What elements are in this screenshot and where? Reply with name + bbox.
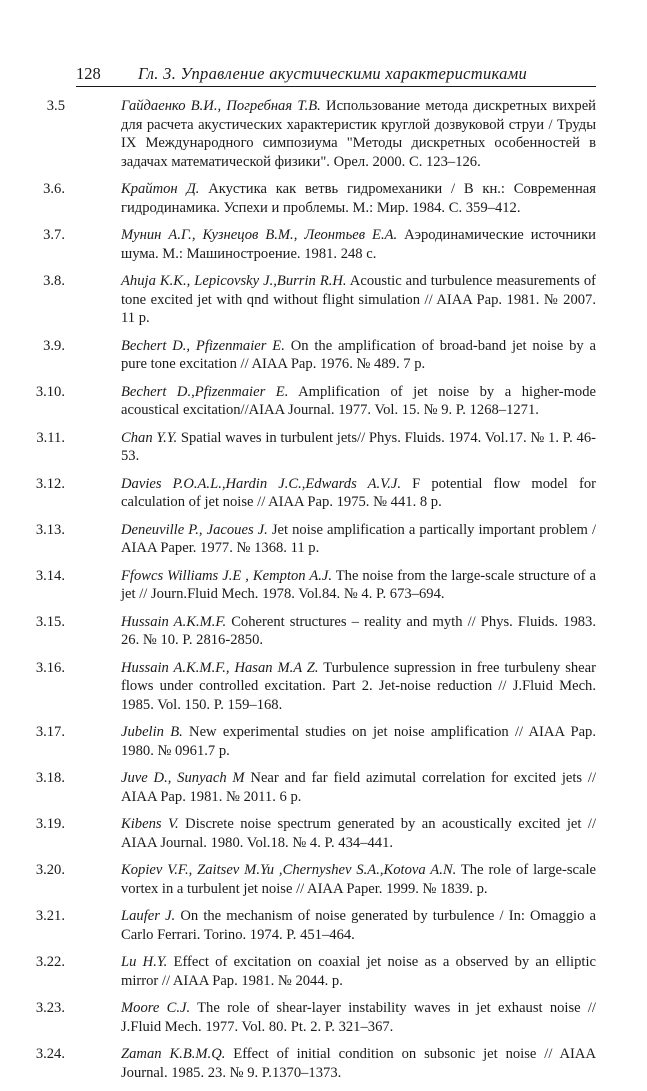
reference-number: 3.14. <box>35 567 65 584</box>
reference-text: Amplification of jet noise by a higher-mode acoustical excitation//AIAA Journal. 1977. Vol. 15. № 9. P. 1268–1271. <box>121 383 596 418</box>
header-rule <box>76 86 596 87</box>
reference-item <box>0 769 596 806</box>
reference-text: Использование метода дискретных вихрей для расчета акустических характеристик круглой дозвуковой струи / Труды IX Международного симпозиума "Методы дискретных особенностей в задачах математической физики". Орел. 2000. С. 123–126. <box>121 98 596 170</box>
reference-number: 3.23. <box>35 1000 65 1016</box>
reference-text: Effect of initial condition on subsonic jet noise // AIAA Journal. 1985. 23. № 9. P.1370–1373. <box>121 1046 596 1081</box>
reference-authors: Ffowcs Williams J.E , Kempton A.J. <box>121 567 333 584</box>
reference-number: 3.8. <box>43 273 65 289</box>
reference-item <box>0 999 596 1036</box>
reference-authors: Jubelin B. <box>121 724 183 740</box>
reference-item <box>0 861 596 898</box>
reference-authors: Laufer J. <box>121 908 176 924</box>
reference-text: The role of shear-layer instability waves in jet exhaust noise // J.Fluid Mech. 1977. Vol. 80. Pt. 2. P. 321–367. <box>121 1000 596 1035</box>
reference-authors: Deneuville P., Jacoues J. <box>121 521 268 538</box>
reference-authors: Kopiev V.F., Zaitsev M.Yu ,Chernyshev S.A.,Kotova A.N. <box>121 862 457 878</box>
reference-text: Discrete noise spectrum generated by an acoustically excited jet // AIAA Journal. 1980. Vol.18. № 4. P. 434–441. <box>121 816 596 851</box>
reference-authors: Гайдаенко В.И., Погребная Т.В. <box>121 98 321 114</box>
reference-authors: Chan Y.Y. <box>121 429 178 446</box>
reference-item <box>0 659 596 715</box>
reference-authors: Juve D., Sunyach M <box>121 770 245 786</box>
reference-item <box>0 723 596 760</box>
reference-number: 3.13. <box>35 521 65 538</box>
reference-text: Near and far field azimutal correlation for excited jets // AIAA Pap. 1981. № 2011. 6 p. <box>121 770 597 805</box>
page-number: 128 <box>76 64 101 83</box>
reference-authors: Hussain A.K.M.F. <box>121 613 227 630</box>
reference-text: Jet noise amplification a partically important problem / AIAA Paper. 1977. № 1368. 11 p. <box>121 521 597 556</box>
reference-text: The noise from the large-scale structure of a jet // Journ.Fluid Mech. 1978. Vol.84. № 4. P. 673–694. <box>121 567 596 602</box>
reference-text: Аэродинамические источники шума. М.: Машиностроение. 1981. 248 с. <box>121 227 596 262</box>
reference-number: 3.7. <box>43 227 65 243</box>
reference-authors: Bechert D., Pfizenmaier E. <box>121 337 285 354</box>
reference-item <box>0 613 596 650</box>
reference-item <box>0 815 596 852</box>
reference-text: On the mechanism of noise generated by turbulence / In: Omaggio a Carlo Ferrari. Torino. 1974. P. 451–464. <box>121 908 596 943</box>
reference-number: 3.6. <box>43 181 65 197</box>
reference-authors: Zaman K.B.M.Q. <box>121 1046 226 1062</box>
reference-item <box>0 521 596 558</box>
reference-number: 3.18. <box>35 770 65 786</box>
reference-number: 3.24. <box>35 1046 65 1062</box>
reference-text: Spatial waves in turbulent jets// Phys. Fluids. 1974. Vol.17. № 1. P. 46-53. <box>121 429 596 464</box>
reference-item <box>0 272 596 328</box>
reference-number: 3.21. <box>35 908 65 924</box>
reference-authors: Hussain A.K.M.F., Hasan M.A Z. <box>121 659 319 676</box>
reference-number: 3.19. <box>35 816 65 832</box>
reference-authors: Мунин А.Г., Кузнецов В.М., Леонтьев Е.А. <box>121 227 398 243</box>
reference-item <box>0 567 596 604</box>
reference-authors: Moore C.J. <box>121 1000 191 1016</box>
reference-text: Coherent structures – reality and myth // Phys. Fluids. 1983. 26. № 10. P. 2816-2850. <box>121 613 596 648</box>
reference-number: 3.20. <box>35 862 65 878</box>
reference-text: On the amplification of broad-band jet noise by a pure tone excitation // AIAA Pap. 1976. № 489. 7 p. <box>121 337 596 372</box>
reference-authors: Bechert D.,Pfizenmaier E. <box>121 383 289 400</box>
reference-item <box>0 337 596 374</box>
reference-number: 3.17. <box>35 724 65 740</box>
running-title: Гл. 3. Управление акустическими характеристиками <box>138 64 528 83</box>
reference-text: F potential flow model for calculation of jet noise // AIAA Pap. 1975. № 441. 8 p. <box>121 475 596 510</box>
reference-item <box>0 97 596 171</box>
reference-item <box>0 383 596 420</box>
reference-number: 3.11. <box>36 429 65 446</box>
page-header <box>76 64 596 86</box>
reference-number: 3.15. <box>35 613 65 630</box>
reference-authors: Davies P.O.A.L.,Hardin J.C.,Edwards A.V.J. <box>121 475 401 492</box>
reference-text: Acoustic and turbulence measurements of tone excited jet with qnd without flight simulation // AIAA Pap. 1981. № 2007. 11 p. <box>121 273 596 326</box>
reference-authors: Kibens V. <box>121 816 179 832</box>
reference-text: Turbulence supression in free turbuleny shear flows under controlled excitation. Part 2. Jet-noise reduction // J.Fluid Mech. 1985. Vol. 150. P. 159–168. <box>121 659 596 713</box>
reference-number: 3.9. <box>43 337 65 354</box>
reference-number: 3.10. <box>35 383 65 400</box>
reference-text: Акустика как ветвь гидромеханики / В кн.: Современная гидродинамика. Успехи и проблемы. М.: Мир. 1984. С. 359–412. <box>121 181 596 216</box>
reference-item <box>0 429 596 466</box>
reference-item <box>0 475 596 512</box>
reference-text: Effect of excitation on coaxial jet noise as a observed by an elliptic mirror // AIAA Pap. 1981. № 2044. p. <box>121 954 596 989</box>
reference-item <box>0 226 596 263</box>
reference-number: 3.22. <box>35 954 65 970</box>
reference-text: The role of large-scale vortex in a turbulent jet noise // AIAA Paper. 1999. № 1839. p. <box>121 862 596 897</box>
reference-number: 3.16. <box>35 659 65 676</box>
reference-authors: Крайтон Д. <box>121 181 200 197</box>
reference-item <box>0 907 596 944</box>
reference-item <box>0 180 596 217</box>
reference-text: New experimental studies on jet noise amplification // AIAA Pap. 1980. № 0961.7 p. <box>121 724 596 759</box>
reference-item <box>0 953 596 990</box>
reference-list <box>0 97 647 1091</box>
reference-authors: Lu H.Y. <box>121 954 168 970</box>
reference-number: 3.5 <box>46 98 65 114</box>
reference-number: 3.12. <box>35 475 65 492</box>
reference-item <box>0 1045 596 1082</box>
reference-authors: Ahuja K.K., Lepicovsky J.,Burrin R.H. <box>121 273 347 289</box>
